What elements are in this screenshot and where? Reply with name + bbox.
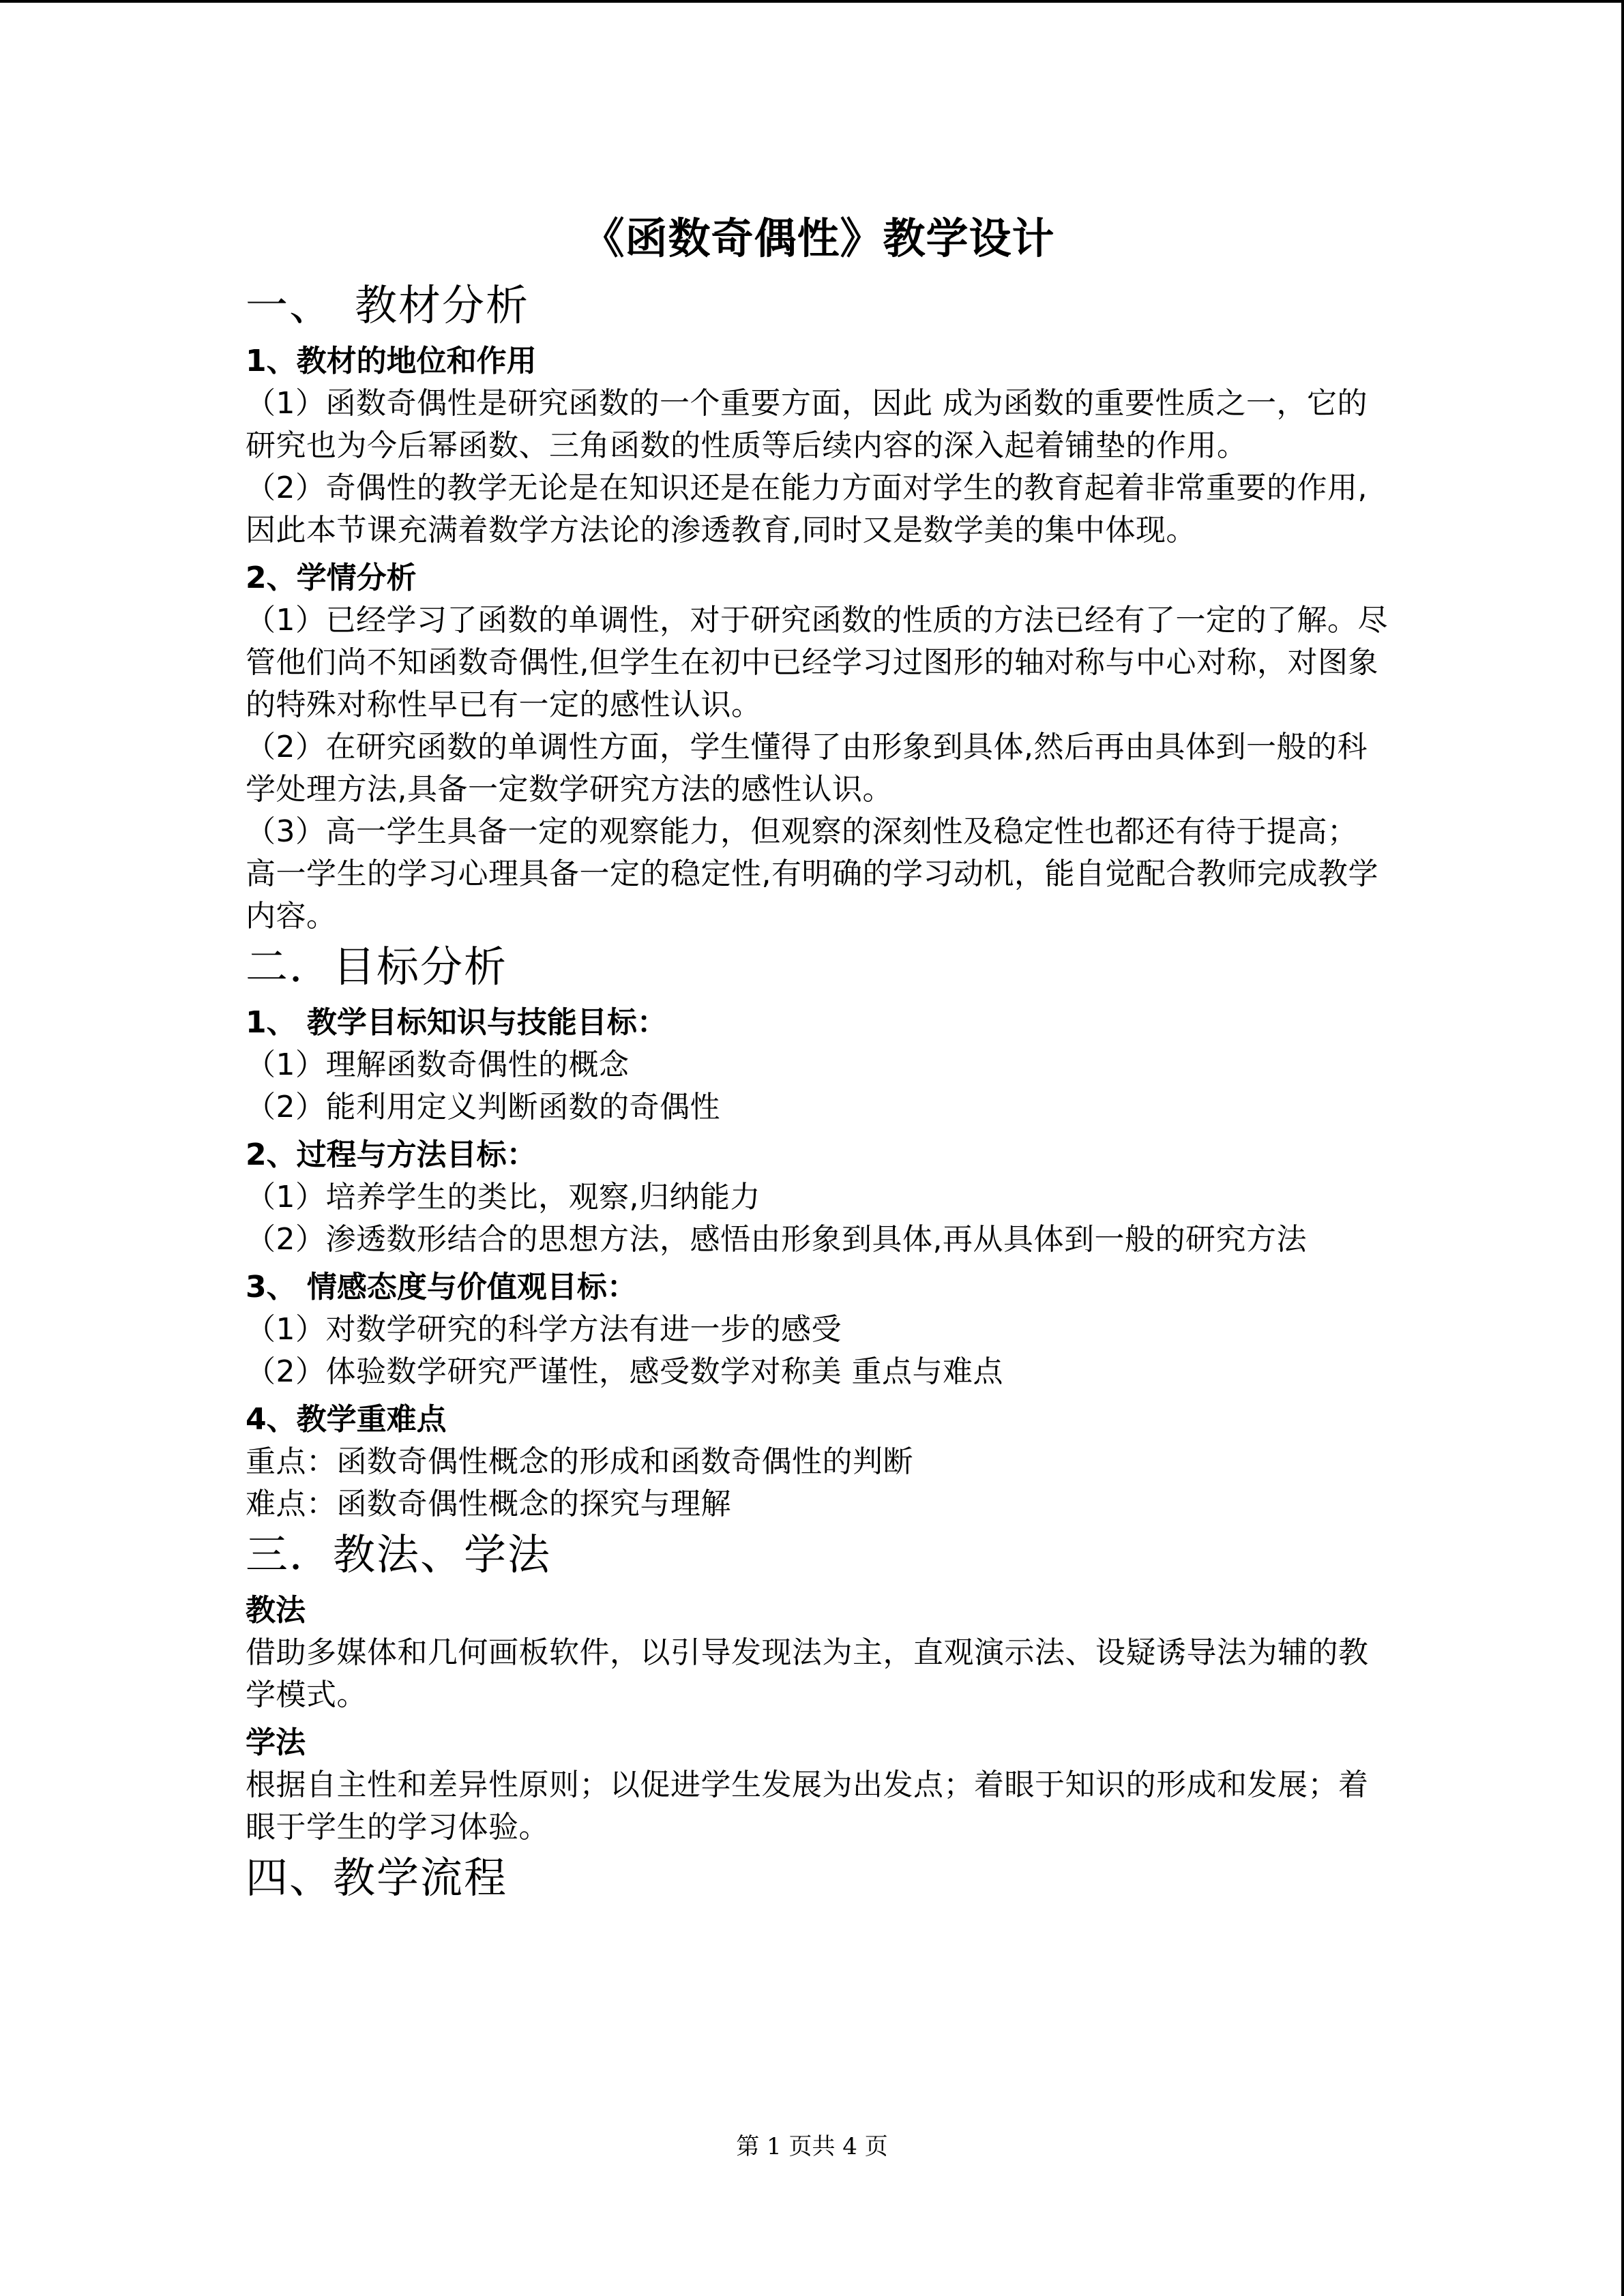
paragraph: （2）体验数学研究严谨性，感受数学对称美 重点与难点 [246,1354,1003,1389]
document-title: 《函数奇偶性》教学设计 [582,213,1055,263]
section-heading-3: 三．教法、学法 [246,1530,552,1579]
subheading: 4、教学重难点 [246,1402,447,1437]
page-footer: 第 1 页共 4 页 [736,2133,888,2160]
paragraph: 难点：函数奇偶性概念的探究与理解 [246,1487,731,1521]
paragraph: （1）函数奇偶性是研究函数的一个重要方面，因此 成为函数的重要性质之一，它的研究也为今后幂函数、三角函数的性质等后续内容的深入起着铺垫的作用。 [246,386,1368,463]
subheading: 2、学情分析 [246,561,417,595]
paragraph: 根据自主性和差异性原则；以促进学生发展为出发点；着眼于知识的形成和发展；着眼于学生的学习体验。 [246,1768,1369,1845]
paragraph: （3）高一学生具备一定的观察能力，但观察的深刻性及稳定性也都还有待于提高； 高一学生的学习心理具备一定的稳定性,有明确的学习动机，能自觉配合教师完成教学内容。 [246,814,1378,934]
paragraph: （2）奇偶性的教学无论是在知识还是在能力方面对学生的教育起着非常重要的作用,因此本节课充满着数学方法论的渗透教育,同时又是数学美的集中体现。 [246,471,1368,548]
paragraph: （2）能利用定义判断函数的奇偶性 [246,1090,720,1124]
paragraph: （1）培养学生的类比，观察,归纳能力 [246,1180,761,1214]
subheading: 教法 [246,1593,306,1628]
subheading: 学法 [246,1725,306,1760]
paragraph: （1）对数学研究的科学方法有进一步的感受 [246,1312,842,1347]
paragraph: 借助多媒体和几何画板软件，以引导发现法为主，直观演示法、设疑诱导法为辅的教学模式。 [246,1635,1369,1712]
section-label: 教材分析 [355,280,530,330]
section-heading-4: 四、教学流程 [246,1853,508,1903]
paragraph: 重点：函数奇偶性概念的形成和函数奇偶性的判断 [246,1444,913,1479]
subheading: 1、 教学目标知识与技能目标： [246,1005,667,1040]
paragraph: （2）渗透数形结合的思想方法，感悟由形象到具体,再从具体到一般的研究方法 [246,1222,1307,1257]
document-body [246,208,1391,1910]
section-heading-2: 二．目标分析 [246,942,508,992]
paragraph: （1）已经学习了函数的单调性，对于研究函数的性质的方法已经有了一定的了解。尽管他们尚不知函数奇偶性,但学生在初中已经学习过图形的轴对称与中心对称，对图象的特殊对称性早已有一定的感性认识。 [246,603,1388,722]
section-number: 一、 [246,280,334,330]
subheading: 1、教材的地位和作用 [246,344,537,378]
paragraph: （2）在研究函数的单调性方面，学生懂得了由形象到具体,然后再由具体到一般的科学处理方法,具备一定数学研究方法的感性认识。 [246,730,1368,807]
subheading: 3、 情感态度与价值观目标： [246,1270,637,1304]
paragraph: （1）理解函数奇偶性的概念 [246,1047,630,1082]
section-heading-1 [246,276,1391,335]
subheading: 2、过程与方法目标： [246,1137,537,1172]
